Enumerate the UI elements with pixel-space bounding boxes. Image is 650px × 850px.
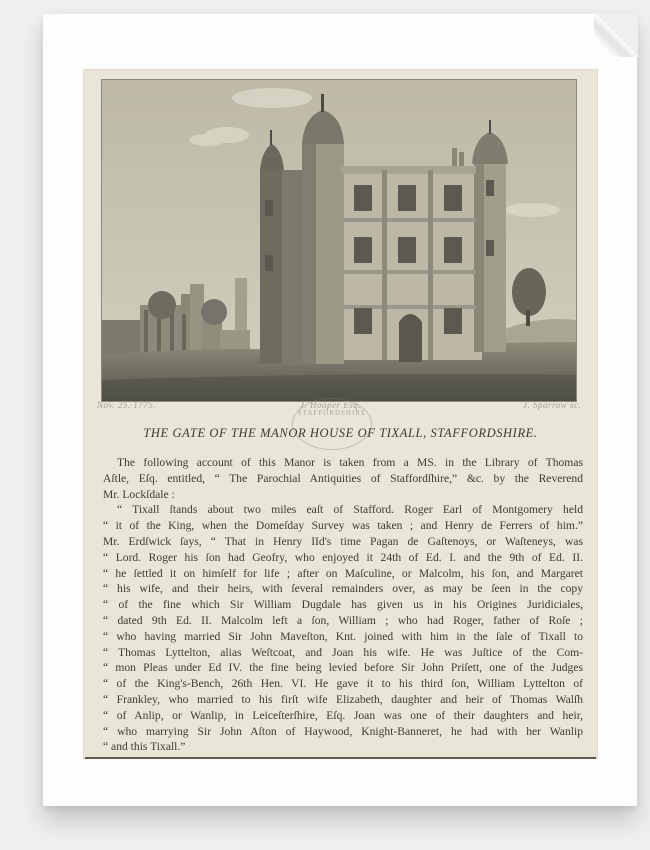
historical-account [103, 455, 583, 755]
text-line: “ Thomas Lyttelton, alias Weſtcoat, and Joan his wife. He was Juſtice of the Com- [103, 645, 583, 659]
page-curl-corner [594, 13, 638, 57]
text-line: “ Tixall ſtands about two miles eaſt of Stafford. Roger Earl of Montgomery held [117, 503, 583, 517]
text-line: “ Lord. Roger his ſon had Geofry, who enjoyed it 24th of Ed. I. and the 9th of Ed. II. [103, 550, 583, 564]
text-line: “ and this Tixall.” [103, 740, 186, 754]
imprint-date: Nov. 25. 1775. [97, 400, 157, 410]
text-line: “ of the fine which Sir William Dugdale has given us in his Origines Juridiciales, [103, 598, 583, 612]
imprint-engraver: J. Sparrow sc. [523, 400, 582, 410]
text-line: “ he ſettled it on himſelf for life ; after on Maſculine, or Malcolm, his ſon, and Margaret [103, 566, 583, 580]
text-line: “ of Anlip, or Wanlip, in Leiceſterſhire, Eſq. Joan was one of their daughters and heir, [103, 708, 583, 722]
print-title: THE GATE OF THE MANOR HOUSE OF TIXALL, STAFFORDSHIRE. [143, 426, 538, 440]
text-line: “ his wife, and their heirs, with ſeveral remainders over, as may be ſeen in the copy [103, 582, 583, 596]
imprint-artist: J. Hooper Esq. [300, 400, 361, 410]
text-line: “ dated 9th Ed. II. Malcolm left a ſon, William ; who had Roger, father of Roſe ; [103, 613, 583, 627]
text-line: Aſtle, Eſq. entitled, “ The Parochial Antiquities of Staffordſhire,” &c. by the Reverend [103, 471, 583, 485]
text-line: Mr. Lockſdale : [103, 487, 175, 501]
text-line: “ who marrying Sir John Aſton of Haywood, Knight-Banneret, he had with her Wanlip [103, 724, 583, 738]
text-line: Mr. Erdſwick ſays, “ That in Henry IId's time Pagan de Gaſtenoys, or Waſteneys, was [103, 534, 583, 548]
text-line: The following account of this Manor is taken from a MS. in the Library of Thomas [117, 456, 583, 469]
foreground-shadow [102, 374, 576, 401]
library-stamp: STAFFORDSHIRE [292, 398, 372, 450]
engraving-plate [101, 79, 577, 402]
text-line: “ who having married Sir John Maveſton, Knt. joined with him in the ſale of Tixall to [103, 629, 583, 643]
engraving-illustration [102, 80, 576, 401]
text-line: “ of the King's-Bench, 26th Hen. VI. He gave it to his third ſon, William Lyttelton of [103, 677, 583, 691]
text-line: “ it of the King, when the Domeſday Survey was taken ; and Henry de Ferrers of him.” [103, 519, 583, 533]
bottom-rule [85, 757, 596, 759]
text-line: “ Frankley, who married to his firſt wife Elizabeth, daughter and heir of Thomas Walſh [103, 692, 583, 706]
text-line: “ mon Pleas under Ed IV. the fine being levied before Sir John Priſett, one of the Judges [103, 661, 583, 675]
